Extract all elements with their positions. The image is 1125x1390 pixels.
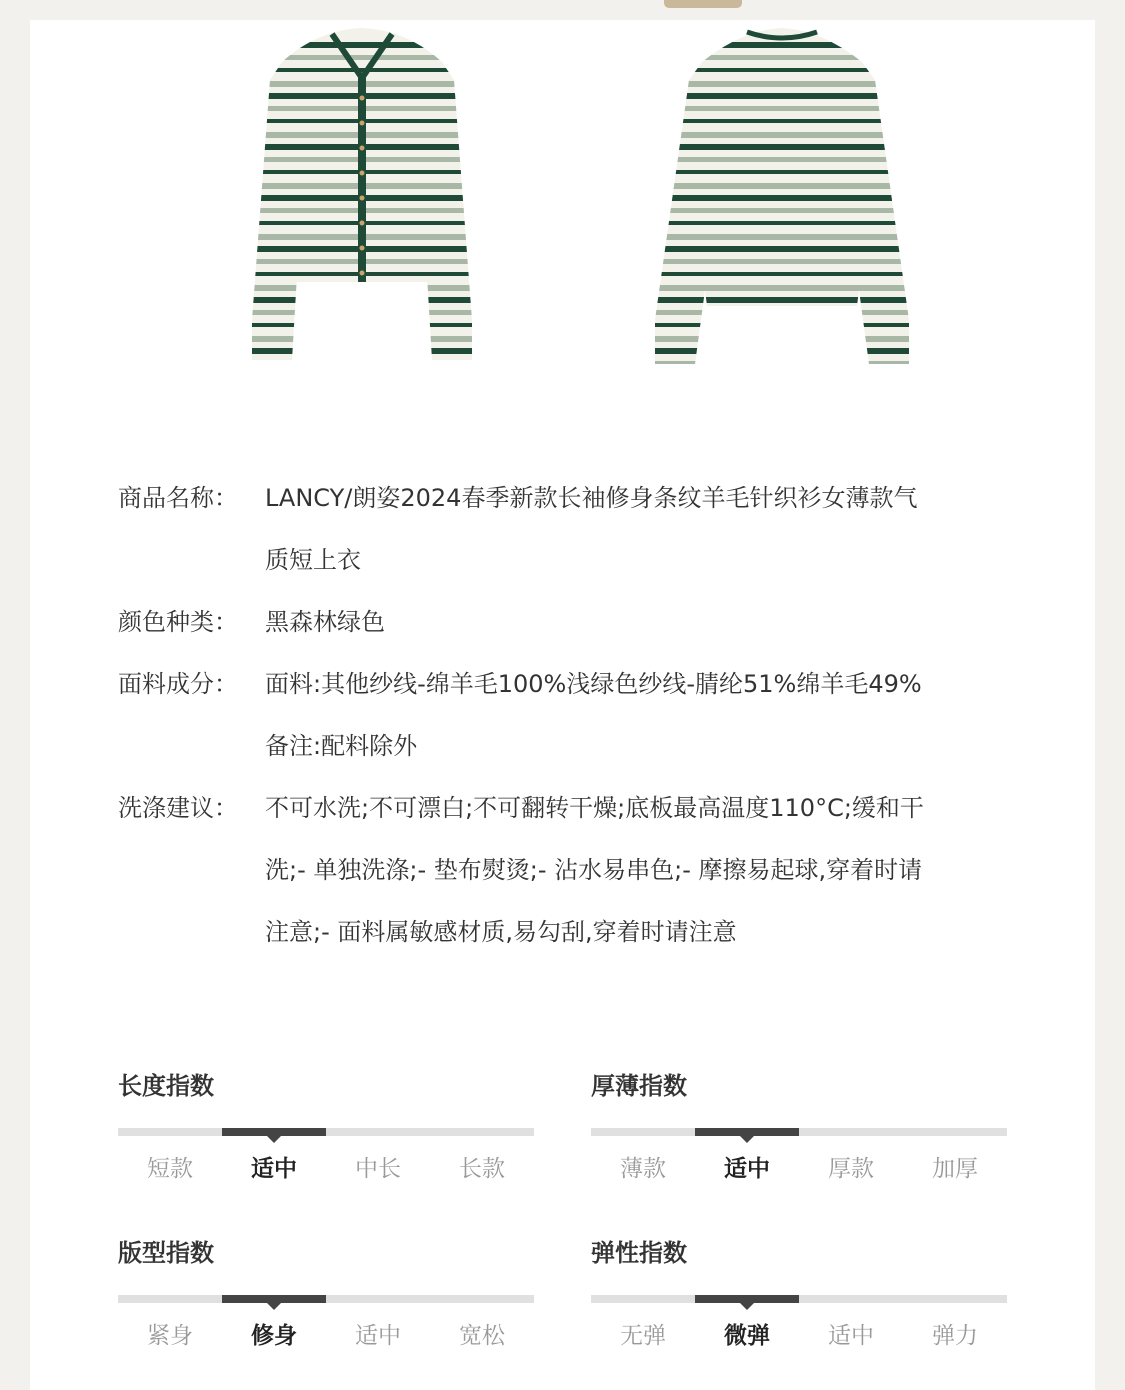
index-bar — [591, 1295, 1007, 1303]
index-title: 长度指数 — [118, 1072, 214, 1100]
knit-stripe — [647, 272, 917, 276]
index-bar-active — [695, 1128, 799, 1136]
info-value — [265, 467, 1028, 591]
index-pointer-icon — [740, 1136, 754, 1143]
index-option: 厚款 — [828, 1156, 874, 1182]
info-label: 商品名称： — [118, 484, 238, 512]
top-tab-indicator — [664, 0, 742, 8]
product-image-back — [647, 20, 917, 385]
index-option: 长款 — [459, 1156, 505, 1182]
knit-stripe — [647, 234, 917, 240]
index-bar-active — [695, 1295, 799, 1303]
index-option: 紧身 — [147, 1323, 193, 1349]
index-option: 微弹 — [724, 1323, 770, 1349]
knit-stripe — [647, 259, 917, 264]
index-option: 弹力 — [932, 1323, 978, 1349]
info-line: 洗;- 单独洗涤;- 垫布熨烫;- 沾水易串色;- 摩擦易起球,穿着时请 — [265, 856, 923, 884]
index-title: 弹性指数 — [591, 1239, 687, 1267]
index-option: 薄款 — [620, 1156, 666, 1182]
product-info-table — [118, 467, 1028, 963]
info-line: 注意;- 面料属敏感材质,易勾刮,穿着时请注意 — [265, 918, 737, 946]
knit-stripe — [647, 93, 917, 99]
knit-stripe — [647, 246, 917, 252]
index-option: 短款 — [147, 1156, 193, 1182]
knit-stripe — [647, 119, 917, 123]
index-bar-active — [222, 1128, 326, 1136]
info-line: 备注:配料除外 — [265, 732, 418, 760]
info-line: 面料:其他纱线-绵羊毛100%浅绿色纱线-腈纶51%绵羊毛49% — [265, 670, 922, 698]
index-option: 适中 — [724, 1156, 770, 1182]
elasticity-index — [591, 1235, 1007, 1350]
cardigan-button — [360, 171, 365, 176]
cardigan-button — [360, 221, 365, 226]
knit-stripe — [647, 106, 917, 111]
info-line: 不可水洗;不可漂白;不可翻转干燥;底板最高温度110°C;缓和干 — [265, 794, 924, 822]
index-bar — [591, 1128, 1007, 1136]
knit-stripe — [647, 297, 917, 303]
index-option: 无弹 — [620, 1323, 666, 1349]
knit-stripe — [647, 221, 917, 225]
info-value — [265, 591, 1028, 653]
index-option: 适中 — [251, 1156, 297, 1182]
index-bar-active — [222, 1295, 326, 1303]
info-line: 质短上衣 — [265, 546, 361, 574]
product-detail-card — [30, 20, 1095, 1390]
knit-stripe — [647, 144, 917, 150]
index-title: 版型指数 — [118, 1239, 214, 1267]
index-title: 厚薄指数 — [591, 1072, 687, 1100]
index-option: 加厚 — [932, 1156, 978, 1182]
knit-stripe — [647, 157, 917, 162]
index-option: 中长 — [355, 1156, 401, 1182]
info-label: 颜色种类： — [118, 608, 238, 636]
thickness-index — [591, 1068, 1007, 1183]
index-pointer-icon — [267, 1303, 281, 1310]
info-row-name — [118, 467, 1028, 591]
index-bar — [118, 1128, 534, 1136]
index-pointer-icon — [267, 1136, 281, 1143]
product-image-front — [222, 20, 502, 380]
cardigan-button — [360, 121, 365, 126]
length-index — [118, 1068, 534, 1183]
info-value — [265, 653, 1028, 777]
info-line: 黑森林绿色 — [265, 608, 385, 636]
index-option: 修身 — [251, 1323, 297, 1349]
index-pointer-icon — [740, 1303, 754, 1310]
knit-stripe — [647, 183, 917, 189]
knit-stripe — [647, 170, 917, 174]
knit-stripe — [647, 285, 917, 291]
info-label: 面料成分： — [118, 670, 238, 698]
cardigan-button — [360, 146, 365, 151]
knit-stripe — [647, 195, 917, 201]
knit-stripe — [647, 132, 917, 138]
cardigan-button — [360, 271, 365, 276]
fit-index — [118, 1235, 534, 1350]
knit-stripe — [647, 208, 917, 213]
index-option: 适中 — [355, 1323, 401, 1349]
info-row-fabric — [118, 653, 1028, 777]
info-value — [265, 777, 1028, 963]
index-option: 适中 — [828, 1323, 874, 1349]
info-line: LANCY/朗姿2024春季新款长袖修身条纹羊毛针织衫女薄款气 — [265, 484, 918, 512]
cardigan-button — [360, 96, 365, 101]
cardigan-button — [360, 196, 365, 201]
index-option: 宽松 — [459, 1323, 505, 1349]
index-bar — [118, 1295, 534, 1303]
info-row-washing — [118, 777, 1028, 963]
info-label: 洗涤建议： — [118, 794, 238, 822]
cardigan-button — [360, 246, 365, 251]
info-row-color — [118, 591, 1028, 653]
